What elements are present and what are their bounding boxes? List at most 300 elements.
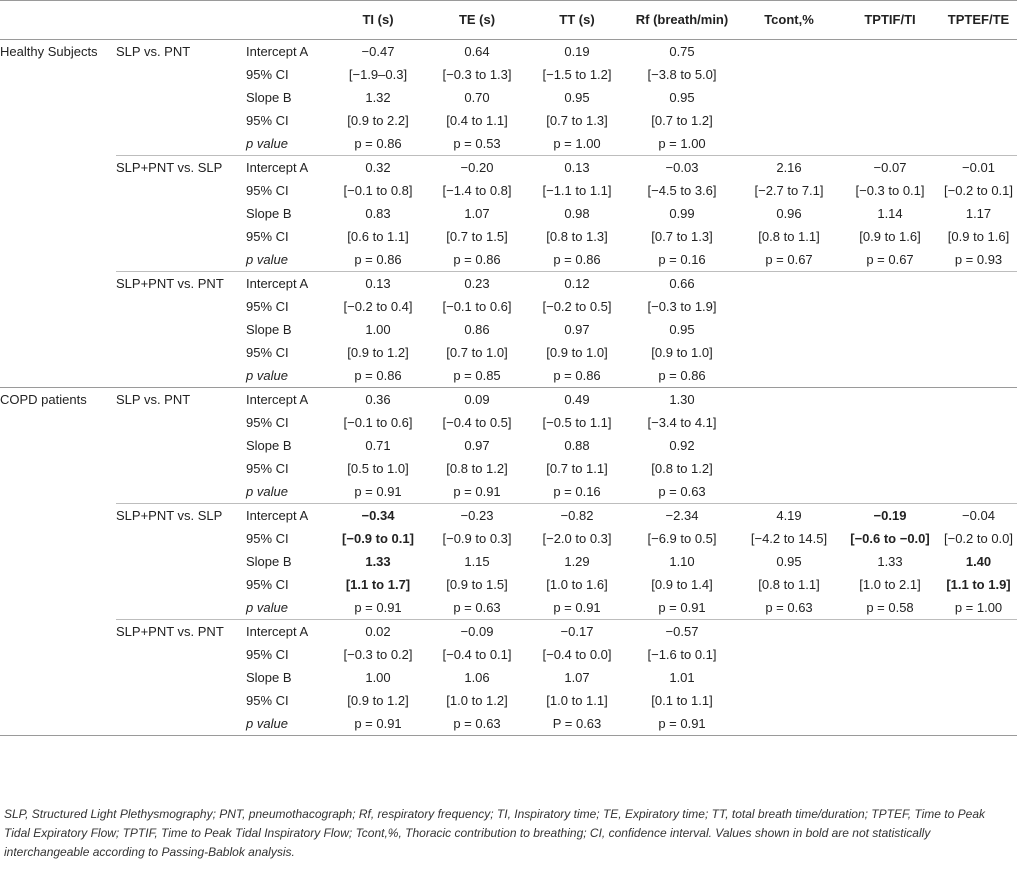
value-cell	[940, 318, 1017, 341]
comparison-label	[116, 480, 246, 504]
value-cell	[940, 341, 1017, 364]
value-cell: p = 1.00	[626, 132, 738, 156]
table-row	[0, 40, 1017, 64]
table-row	[0, 295, 1017, 318]
value-cell: [−2.0 to 0.3]	[542, 531, 612, 546]
table-row	[0, 457, 1017, 480]
stat-label: 95% CI	[246, 67, 289, 82]
table-row	[0, 179, 1017, 202]
header-cell	[116, 1, 246, 40]
table-row	[0, 596, 1017, 620]
value-cell: 0.95	[669, 90, 695, 105]
value-cell: [−0.6 to −0.0]	[850, 531, 930, 546]
comparison-label	[116, 109, 246, 132]
value-cell: [−1.6 to 0.1]	[647, 647, 717, 662]
stat-label: 95% CI	[246, 183, 289, 198]
table-row	[0, 364, 1017, 388]
table-row	[0, 712, 1017, 736]
table-footnote: SLP, Structured Light Plethysmography; PNT, pneumothacograph; Rf, respiratory frequency; TI, Inspiratory time; TE, Expiratory time; TT, total breath time/duration; TPTEF, Time to Peak Tidal Expiratory Flow; TPTIF, Time to Peak Tidal Inspiratory Flow; Tcont,%, Thoracic contribution to breathing; CI, confidence interval. Values shown in bold are not statistically interchangeable according to Passing-Bablok analysis.	[4, 807, 985, 859]
value-cell	[738, 40, 840, 64]
group-label	[0, 179, 116, 202]
value-cell: [−0.2 to 0.5]	[542, 299, 612, 314]
value-cell	[738, 86, 840, 109]
value-cell: [0.7 to 1.0]	[446, 345, 508, 360]
group-label	[0, 341, 116, 364]
value-cell: [−0.3 to 0.2]	[343, 647, 413, 662]
value-cell: p = 0.91	[330, 596, 426, 620]
table-row	[0, 643, 1017, 666]
value-cell: [−0.1 to 0.6]	[442, 299, 512, 314]
value-cell: 1.00	[365, 322, 391, 337]
table-row	[0, 527, 1017, 550]
value-cell: p = 0.91	[626, 712, 738, 736]
value-cell: [−0.2 to 0.1]	[943, 183, 1014, 198]
group-label	[0, 689, 116, 712]
value-cell: 0.64	[464, 44, 490, 59]
stat-label: 95% CI	[246, 693, 289, 708]
value-cell: p = 0.86	[528, 364, 626, 388]
value-cell: 1.40	[965, 554, 992, 569]
value-cell: −2.34	[665, 508, 699, 523]
value-cell: [0.7 to 1.3]	[546, 113, 608, 128]
group-label	[0, 202, 116, 225]
comparison-label	[116, 643, 246, 666]
stat-label: Slope B	[246, 206, 292, 221]
value-cell: p = 1.00	[940, 596, 1017, 620]
value-cell: −0.57	[665, 624, 699, 639]
table-row	[0, 666, 1017, 689]
value-cell: 0.70	[464, 90, 490, 105]
stat-label: 95% CI	[246, 461, 289, 476]
comparison-label	[116, 63, 246, 86]
group-label	[0, 295, 116, 318]
value-cell: −0.01	[962, 160, 995, 175]
stat-label: Intercept A	[246, 276, 309, 291]
value-cell: 0.19	[564, 44, 590, 59]
comparison-label: SLP vs. PNT	[116, 44, 191, 59]
value-cell: p = 0.63	[738, 596, 840, 620]
value-cell	[840, 457, 940, 480]
comparison-label: SLP+PNT vs. SLP	[116, 160, 223, 175]
group-label	[0, 643, 116, 666]
value-cell: 0.99	[669, 206, 695, 221]
stat-label: Intercept A	[246, 392, 309, 407]
value-cell: [0.7 to 1.3]	[651, 229, 713, 244]
value-cell	[940, 364, 1017, 388]
value-cell: [1.0 to 1.2]	[446, 693, 508, 708]
value-cell	[840, 434, 940, 457]
value-cell: −0.03	[665, 160, 699, 175]
value-cell: [−0.2 to 0.0]	[943, 531, 1014, 546]
value-cell: 0.95	[669, 322, 695, 337]
value-cell	[940, 388, 1017, 412]
value-cell: p = 0.86	[330, 248, 426, 272]
value-cell	[940, 689, 1017, 712]
value-cell	[738, 295, 840, 318]
value-cell: −0.82	[560, 508, 594, 523]
value-cell: p = 0.86	[426, 248, 528, 272]
value-cell: p = 0.86	[626, 364, 738, 388]
value-cell: 0.88	[564, 438, 590, 453]
value-cell: p = 0.91	[330, 480, 426, 504]
value-cell: −0.17	[560, 624, 594, 639]
value-cell: 1.29	[564, 554, 590, 569]
value-cell: p = 0.86	[330, 364, 426, 388]
value-cell: −0.04	[962, 508, 995, 523]
value-cell: [−1.5 to 1.2]	[542, 67, 612, 82]
value-cell: [−0.3 to 0.1]	[855, 183, 925, 198]
value-cell	[840, 480, 940, 504]
value-cell	[840, 411, 940, 434]
value-cell: [0.8 to 1.1]	[758, 229, 820, 244]
value-cell	[738, 712, 840, 736]
table-row	[0, 411, 1017, 434]
value-cell: −0.19	[873, 508, 907, 523]
value-cell: [0.9 to 1.2]	[347, 345, 409, 360]
value-cell: p = 0.63	[426, 596, 528, 620]
comparison-label: SLP+PNT vs. SLP	[116, 508, 223, 523]
group-label	[0, 364, 116, 388]
value-cell: [−3.4 to 4.1]	[647, 415, 717, 430]
value-cell: −0.09	[460, 624, 494, 639]
stat-label: 95% CI	[246, 531, 289, 546]
value-cell: 0.23	[464, 276, 490, 291]
table-row	[0, 225, 1017, 248]
header-rf: Rf (breath/min)	[626, 1, 738, 40]
value-cell: 1.07	[464, 206, 490, 221]
value-cell	[940, 86, 1017, 109]
value-cell: 0.36	[365, 392, 391, 407]
table-row	[0, 272, 1017, 296]
value-cell: [−6.9 to 0.5]	[647, 531, 717, 546]
comparison-label	[116, 202, 246, 225]
value-cell: 0.96	[776, 206, 802, 221]
value-cell	[738, 689, 840, 712]
value-cell: [−3.8 to 5.0]	[647, 67, 717, 82]
value-cell	[738, 364, 840, 388]
value-cell	[940, 480, 1017, 504]
stat-label: Intercept A	[246, 160, 309, 175]
group-label	[0, 86, 116, 109]
value-cell: P = 0.63	[528, 712, 626, 736]
comparison-label	[116, 573, 246, 596]
comparison-label	[116, 457, 246, 480]
value-cell	[840, 388, 940, 412]
comparison-label	[116, 550, 246, 573]
group-label	[0, 457, 116, 480]
value-cell	[840, 109, 940, 132]
value-cell: [0.8 to 1.2]	[446, 461, 508, 476]
value-cell: p = 0.86	[528, 248, 626, 272]
group-label	[0, 666, 116, 689]
stat-label: p value	[246, 596, 330, 620]
value-cell: 1.10	[669, 554, 695, 569]
value-cell: p = 0.86	[330, 132, 426, 156]
value-cell	[840, 272, 940, 296]
group-label	[0, 620, 116, 644]
table-row	[0, 550, 1017, 573]
value-cell: 0.49	[564, 392, 590, 407]
value-cell: p = 0.85	[426, 364, 528, 388]
comparison-label	[116, 364, 246, 388]
value-cell	[738, 109, 840, 132]
table-body	[0, 40, 1017, 736]
value-cell	[738, 318, 840, 341]
header-row	[0, 1, 1017, 40]
stat-label: Slope B	[246, 554, 292, 569]
value-cell: [0.6 to 1.1]	[347, 229, 409, 244]
value-cell: [0.9 to 1.0]	[546, 345, 608, 360]
value-cell	[840, 620, 940, 644]
value-cell: 1.01	[669, 670, 695, 685]
stat-label: p value	[246, 364, 330, 388]
value-cell: [−4.2 to 14.5]	[750, 531, 828, 546]
value-cell: [0.8 to 1.1]	[758, 577, 820, 592]
value-cell	[738, 388, 840, 412]
value-cell	[738, 411, 840, 434]
value-cell: 0.12	[564, 276, 590, 291]
value-cell: [0.4 to 1.1]	[446, 113, 508, 128]
value-cell	[738, 457, 840, 480]
stat-label: 95% CI	[246, 229, 289, 244]
value-cell: −0.07	[873, 160, 907, 175]
value-cell: p = 0.16	[528, 480, 626, 504]
value-cell	[940, 109, 1017, 132]
value-cell: 0.32	[365, 160, 391, 175]
header-tcont: Tcont,%	[738, 1, 840, 40]
value-cell	[940, 40, 1017, 64]
table-row	[0, 318, 1017, 341]
table-row	[0, 109, 1017, 132]
group-label	[0, 318, 116, 341]
value-cell	[840, 643, 940, 666]
value-cell: [−0.1 to 0.6]	[343, 415, 413, 430]
value-cell	[738, 620, 840, 644]
value-cell: 0.97	[564, 322, 590, 337]
value-cell: 1.30	[669, 392, 695, 407]
value-cell: 0.98	[564, 206, 590, 221]
header-ti: TI (s)	[330, 1, 426, 40]
value-cell: 0.97	[464, 438, 490, 453]
stat-label: Intercept A	[246, 508, 309, 523]
value-cell	[940, 63, 1017, 86]
value-cell: [1.1 to 1.7]	[345, 577, 411, 592]
table-row	[0, 86, 1017, 109]
value-cell	[940, 712, 1017, 736]
value-cell: [−1.4 to 0.8]	[442, 183, 512, 198]
table-row	[0, 202, 1017, 225]
value-cell: 4.19	[776, 508, 802, 523]
value-cell	[940, 132, 1017, 156]
group-label	[0, 272, 116, 296]
group-label	[0, 527, 116, 550]
group-label	[0, 156, 116, 180]
group-label	[0, 411, 116, 434]
value-cell: p = 0.67	[738, 248, 840, 272]
value-cell: [−2.7 to 7.1]	[754, 183, 824, 198]
group-label	[0, 712, 116, 736]
value-cell	[940, 434, 1017, 457]
value-cell	[738, 480, 840, 504]
value-cell: [−1.1 to 1.1]	[542, 183, 612, 198]
value-cell: p = 1.00	[528, 132, 626, 156]
value-cell: 1.32	[365, 90, 391, 105]
value-cell: [0.9 to 1.4]	[651, 577, 713, 592]
value-cell	[738, 272, 840, 296]
value-cell	[738, 666, 840, 689]
group-label: COPD patients	[0, 392, 87, 407]
value-cell: [−0.2 to 0.4]	[343, 299, 413, 314]
comparison-label: SLP+PNT vs. PNT	[116, 276, 224, 291]
value-cell: 0.95	[776, 554, 802, 569]
stat-label: 95% CI	[246, 113, 289, 128]
value-cell: 0.83	[365, 206, 391, 221]
table-row	[0, 480, 1017, 504]
value-cell: 0.13	[564, 160, 590, 175]
value-cell: 2.16	[776, 160, 802, 175]
header-cell	[0, 1, 116, 40]
value-cell: [0.8 to 1.2]	[651, 461, 713, 476]
value-cell: 0.92	[669, 438, 695, 453]
header-tptef-te: TPTEF/TE	[940, 1, 1017, 40]
value-cell: p = 0.63	[426, 712, 528, 736]
value-cell: 1.06	[464, 670, 490, 685]
value-cell: −0.23	[460, 508, 494, 523]
stat-label: 95% CI	[246, 345, 289, 360]
value-cell: 0.09	[464, 392, 490, 407]
group-label	[0, 132, 116, 156]
stat-label: Slope B	[246, 322, 292, 337]
value-cell	[940, 457, 1017, 480]
value-cell: [−0.9 to 0.3]	[442, 531, 512, 546]
table-row	[0, 156, 1017, 180]
value-cell: [0.8 to 1.3]	[546, 229, 608, 244]
value-cell: 1.33	[877, 554, 903, 569]
value-cell: p = 0.91	[426, 480, 528, 504]
value-cell: [1.0 to 1.1]	[546, 693, 608, 708]
value-cell: 0.02	[365, 624, 391, 639]
value-cell: [−0.1 to 0.8]	[343, 183, 413, 198]
value-cell: −0.47	[361, 44, 395, 59]
value-cell: 0.66	[669, 276, 695, 291]
table-row	[0, 388, 1017, 412]
group-label	[0, 248, 116, 272]
stat-label: p value	[246, 712, 330, 736]
value-cell: −0.20	[460, 160, 494, 175]
table-row	[0, 341, 1017, 364]
value-cell: [0.9 to 1.6]	[947, 229, 1010, 244]
value-cell	[940, 272, 1017, 296]
table-row	[0, 63, 1017, 86]
comparison-label	[116, 86, 246, 109]
comparison-label: SLP+PNT vs. PNT	[116, 624, 224, 639]
value-cell: [−4.5 to 3.6]	[647, 183, 717, 198]
group-label: Healthy Subjects	[0, 44, 98, 59]
value-cell: [1.1 to 1.9]	[946, 577, 1011, 592]
value-cell: −0.34	[361, 508, 395, 523]
table-row	[0, 689, 1017, 712]
value-cell	[840, 40, 940, 64]
value-cell	[738, 434, 840, 457]
value-cell: [0.9 to 1.0]	[651, 345, 713, 360]
value-cell	[738, 132, 840, 156]
value-cell	[738, 63, 840, 86]
comparison-label	[116, 248, 246, 272]
stat-label: Slope B	[246, 438, 292, 453]
stat-label: Intercept A	[246, 624, 309, 639]
value-cell: [−0.4 to 0.1]	[442, 647, 512, 662]
value-cell: 0.75	[669, 44, 695, 59]
table-row	[0, 504, 1017, 528]
value-cell: p = 0.91	[528, 596, 626, 620]
value-cell: p = 0.53	[426, 132, 528, 156]
stat-label: p value	[246, 132, 330, 156]
value-cell: [−0.9 to 0.1]	[342, 531, 414, 546]
value-cell: [−1.9–0.3]	[348, 67, 408, 82]
value-cell	[840, 132, 940, 156]
group-label	[0, 225, 116, 248]
value-cell: 1.15	[464, 554, 490, 569]
value-cell: 0.86	[464, 322, 490, 337]
stat-label: 95% CI	[246, 577, 289, 592]
value-cell: 1.00	[365, 670, 391, 685]
value-cell	[840, 364, 940, 388]
comparison-label	[116, 318, 246, 341]
group-label	[0, 596, 116, 620]
value-cell: [1.0 to 1.6]	[546, 577, 608, 592]
group-label	[0, 109, 116, 132]
value-cell	[738, 643, 840, 666]
value-cell: 1.14	[877, 206, 903, 221]
value-cell: 0.71	[365, 438, 391, 453]
header-tt: TT (s)	[528, 1, 626, 40]
group-label	[0, 550, 116, 573]
comparison-label	[116, 712, 246, 736]
value-cell	[940, 620, 1017, 644]
value-cell: [0.7 to 1.5]	[446, 229, 508, 244]
header-tptif-ti: TPTIF/TI	[840, 1, 940, 40]
value-cell: [0.1 to 1.1]	[651, 693, 713, 708]
table-row	[0, 434, 1017, 457]
stat-label: Slope B	[246, 670, 292, 685]
stat-label: 95% CI	[246, 299, 289, 314]
value-cell	[840, 341, 940, 364]
value-cell: [−0.3 to 1.3]	[442, 67, 512, 82]
value-cell	[940, 643, 1017, 666]
table-row	[0, 620, 1017, 644]
value-cell	[840, 63, 940, 86]
header-cell	[246, 1, 330, 40]
value-cell	[840, 712, 940, 736]
comparison-label	[116, 341, 246, 364]
group-label	[0, 63, 116, 86]
comparison-label	[116, 596, 246, 620]
value-cell: [0.9 to 1.5]	[446, 577, 508, 592]
comparison-label	[116, 434, 246, 457]
comparison-label	[116, 666, 246, 689]
value-cell: 1.33	[365, 554, 391, 569]
stat-label: Intercept A	[246, 44, 309, 59]
value-cell: 1.17	[965, 206, 992, 221]
value-cell: 0.95	[564, 90, 590, 105]
value-cell: [0.9 to 1.2]	[347, 693, 409, 708]
stat-label: 95% CI	[246, 415, 289, 430]
value-cell	[840, 86, 940, 109]
value-cell: [0.9 to 1.6]	[859, 229, 921, 244]
value-cell: p = 0.58	[840, 596, 940, 620]
group-label	[0, 434, 116, 457]
comparison-label: SLP vs. PNT	[116, 392, 191, 407]
